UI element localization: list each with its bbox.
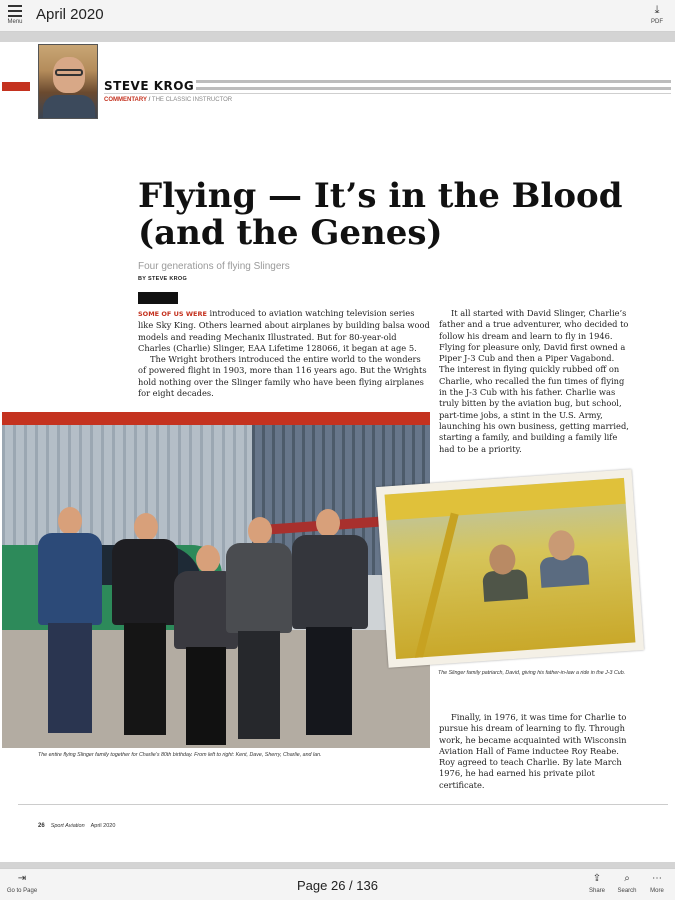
share-icon: ⇪ bbox=[592, 873, 602, 884]
person-torso bbox=[112, 539, 178, 625]
download-icon: ⤓ bbox=[654, 4, 660, 16]
issue-title: April 2020 bbox=[36, 6, 104, 23]
person-head bbox=[58, 507, 82, 535]
folio-magazine: Sport Aviation bbox=[50, 823, 85, 829]
person-legs bbox=[238, 631, 280, 739]
person-legs bbox=[124, 623, 166, 735]
menu-label: Menu bbox=[7, 19, 23, 25]
headshot-glasses bbox=[55, 69, 83, 76]
hamburger-icon bbox=[8, 5, 22, 7]
body-column-1 bbox=[138, 308, 430, 399]
search-icon: ⌕ bbox=[624, 873, 630, 884]
more-button[interactable] bbox=[643, 872, 671, 894]
col1-paragraph-1: introduced to aviation watching television series like Sky King. Others learned about airplanes by building balsa wood models and reading Mechanix Illustrated. But for 80-year-old Charles (Charlie) Slinger, EAA Lifetime 128066, it began at age 5. bbox=[138, 308, 430, 353]
person-legs bbox=[48, 623, 92, 733]
family-photo bbox=[2, 425, 430, 748]
hamburger-icon-line bbox=[8, 10, 22, 12]
menu-button[interactable] bbox=[4, 3, 26, 29]
hamburger-icon-line bbox=[8, 15, 22, 17]
person-torso bbox=[292, 535, 368, 629]
photo-red-strip bbox=[2, 412, 430, 425]
author-headshot bbox=[38, 44, 98, 119]
person-head bbox=[134, 513, 158, 541]
person-legs bbox=[186, 647, 226, 745]
pdf-label: PDF bbox=[651, 19, 663, 25]
lead-in-caps: SOME OF US WERE bbox=[138, 310, 207, 318]
search-label: Search bbox=[617, 888, 637, 894]
inset-photo-image bbox=[385, 478, 636, 659]
decorative-black-bar bbox=[138, 292, 178, 304]
inset-photo-caption: The Slinger family patriarch, David, giving his father-in-law a ride in the J-3 Cub. bbox=[438, 670, 626, 676]
folio-page-number: 26 bbox=[38, 823, 45, 829]
col1-paragraph-2: The Wright brothers introduced the entire world to the wonders of powered flight in 1903, more than 116 years ago. But the Wrights hold nothing over the Slinger family who have been flying airplanes for eight decades. bbox=[138, 354, 427, 399]
article-byline: BY STEVE KROG bbox=[138, 276, 188, 282]
go-to-page-icon: ⇥ bbox=[17, 873, 27, 884]
headshot-shoulders bbox=[43, 95, 95, 119]
person-legs bbox=[306, 627, 352, 735]
main-photo-caption: The entire flying Slinger family together for Charlie’s 80th birthday. From left to right: Kent, Dave, Sherry, Charlie, and lan. bbox=[38, 752, 322, 758]
inset-cub-wing bbox=[385, 478, 626, 521]
department-line: COMMENTARY / THE CLASSIC INSTRUCTOR bbox=[104, 97, 233, 103]
pdf-download-button[interactable] bbox=[647, 3, 667, 29]
more-label: More bbox=[650, 888, 664, 894]
share-button[interactable] bbox=[583, 872, 611, 894]
person-head bbox=[248, 517, 272, 545]
department-label: COMMENTARY bbox=[104, 97, 147, 103]
page-folio bbox=[38, 823, 115, 829]
person-head bbox=[196, 545, 220, 573]
header-thin-rule bbox=[104, 93, 671, 94]
inset-photo bbox=[376, 469, 644, 667]
col3-paragraph-1: Finally, in 1976, it was time for Charlie to pursue his dream of learning to fly. Through work, he became acquainted with Wisconsin Aviation Hall of Fame inductee Roy Reabe. Roy agreed to teach Charlie. By late March 1976, he had earned his private pilot certificate. bbox=[439, 712, 627, 790]
bottom-toolbar bbox=[0, 868, 675, 900]
person-head bbox=[316, 509, 340, 537]
column-name: THE CLASSIC INSTRUCTOR bbox=[151, 97, 233, 103]
section-red-tab bbox=[2, 82, 30, 91]
page-indicator: Page 26 / 136 bbox=[297, 878, 378, 893]
col2-paragraph-1: It all started with David Slinger, Charlie’s father and a true adventurer, who decided to follow his dream and learn to fly in 1946. Flying for pleasure only, David first owned a Piper J-3 Cub and then a Piper Vagabond. The interest in flying quickly rubbed off on Charlie, who recalled the fun times of flying in the J-3 Cub with his father. Charlie was truly bitten by the aviation bug, but school, part-time jobs, a stint in the U.S. Army, launching his own business, getting married, starting a family, and building a family life had to be a priority. bbox=[439, 308, 629, 454]
header-double-rule bbox=[196, 80, 671, 90]
more-icon: ⋯ bbox=[652, 873, 662, 884]
folio-issue: April 2020 bbox=[90, 823, 116, 829]
article-headline: Flying — It’s in the Blood (and the Genes) bbox=[138, 176, 623, 253]
person-torso bbox=[226, 543, 292, 633]
body-column-3 bbox=[439, 712, 629, 791]
author-name: STEVE KROG bbox=[104, 79, 195, 93]
body-column-2 bbox=[439, 308, 629, 455]
page-footer-rule bbox=[18, 804, 668, 805]
go-to-page-label: Go to Page bbox=[6, 888, 38, 894]
search-button[interactable] bbox=[613, 872, 641, 894]
share-label: Share bbox=[588, 888, 605, 894]
person-torso bbox=[38, 533, 102, 625]
article-deck: Four generations of flying Slingers bbox=[138, 261, 290, 272]
inset-cub-strut bbox=[412, 513, 458, 660]
top-app-bar bbox=[0, 0, 675, 32]
magazine-page[interactable] bbox=[0, 42, 675, 862]
